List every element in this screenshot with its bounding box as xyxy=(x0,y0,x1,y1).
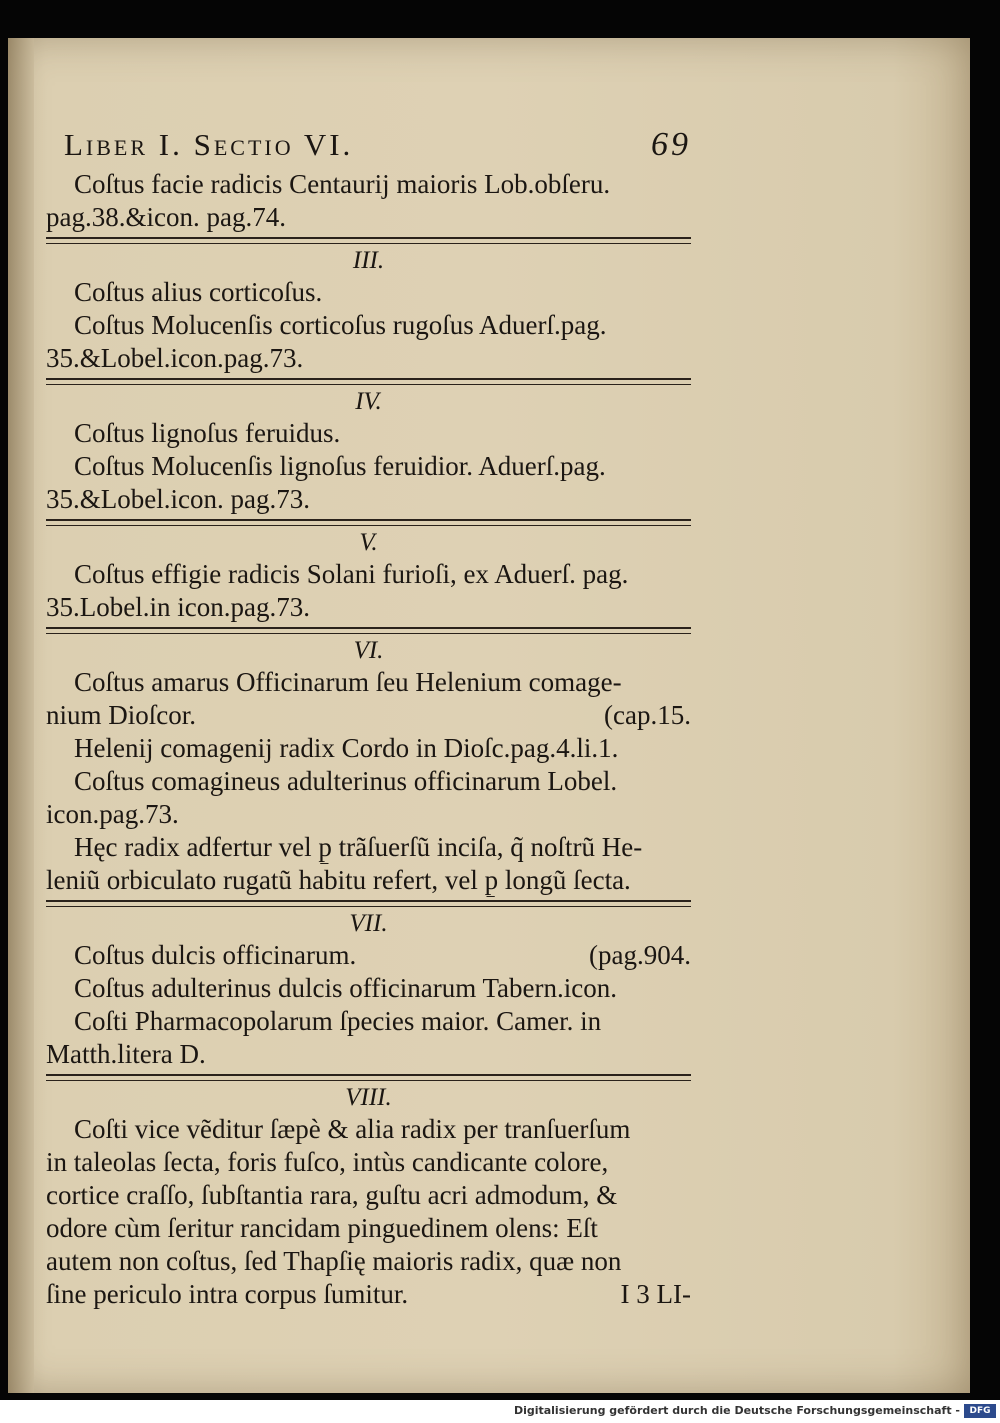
line-catchword: I 3 LI- xyxy=(620,1279,691,1309)
text-line: pag.38.&icon. pag.74. xyxy=(46,202,286,232)
page-number: 69 xyxy=(651,126,691,163)
line-text: nium Dioſcor. xyxy=(46,700,196,730)
section-numeral: VII. xyxy=(349,910,388,937)
line-catchword: (pag.904. xyxy=(589,940,691,970)
section-numeral: III. xyxy=(352,247,385,274)
funding-note: Digitalisierung gefördert durch die Deutsche Forschungsgemeinschaft - xyxy=(513,1404,960,1417)
section-rule xyxy=(46,519,691,526)
text-line: odore cùm ſeritur rancidam pinguedinem olens: Eſt xyxy=(46,1213,598,1243)
section-numeral: V. xyxy=(359,529,378,556)
section-numeral: VIII. xyxy=(345,1084,392,1111)
section-numeral: VI. xyxy=(353,637,384,664)
page-gutter xyxy=(8,38,34,1393)
text-line: cortice craſſo, ſubſtantia rara, guſtu acri admodum, & xyxy=(46,1180,618,1210)
line-text: ſine periculo intra corpus ſumitur. xyxy=(46,1279,409,1309)
entries xyxy=(46,168,691,1311)
text-line: Coſti vice vẽditur ſæpè & alia radix per tranſuerſum xyxy=(74,1114,631,1144)
text-line: Coſtus comagineus adulterinus officinarum Lobel. xyxy=(74,766,618,796)
text-line xyxy=(46,699,691,732)
section-rule xyxy=(46,237,691,244)
text-line xyxy=(46,939,691,972)
text-line: Coſtus Molucenſis lignoſus feruidior. Aduerſ.pag. xyxy=(74,451,606,481)
page-content xyxy=(46,128,691,1311)
text-line: Coſtus lignoſus feruidus. xyxy=(74,418,341,448)
text-line: icon.pag.73. xyxy=(46,799,179,829)
text-line: Coſtus amarus Officinarum ſeu Helenium comage- xyxy=(74,667,622,697)
text-line: Coſti Pharmacopolarum ſpecies maior. Camer. in xyxy=(74,1006,602,1036)
text-line: Coſtus facie radicis Centaurij maioris Lob.obſeru. xyxy=(74,169,611,199)
section-rule xyxy=(46,900,691,907)
text-line: leniũ orbiculato rugatũ habitu refert, vel p̱ longũ ſecta. xyxy=(46,865,631,895)
section-numeral: IV. xyxy=(355,388,382,415)
text-line: Matth.litera D. xyxy=(46,1039,206,1069)
line-catchword: (cap.15. xyxy=(604,700,691,730)
text-line: Coſtus effigie radicis Solani furioſi, ex Aduerſ. pag. xyxy=(74,559,629,589)
running-header xyxy=(46,128,691,168)
text-line: autem non coſtus, ſed Thapſię maioris radix, quæ non xyxy=(46,1246,622,1276)
text-line xyxy=(46,1278,691,1311)
text-line: in taleolas ſecta, foris fuſco, intùs candicante colore, xyxy=(46,1147,609,1177)
text-line: Coſtus adulterinus dulcis officinarum Tabern.icon. xyxy=(74,973,618,1003)
text-line: 35.&Lobel.icon.pag.73. xyxy=(46,343,304,373)
line-text: Coſtus dulcis officinarum. xyxy=(74,940,357,970)
dfg-logo: DFG xyxy=(964,1404,996,1418)
section-rule xyxy=(46,627,691,634)
section-rule xyxy=(46,1074,691,1081)
text-line: Helenij comagenij radix Cordo in Dioſc.pag.4.li.1. xyxy=(74,733,619,763)
footer-bar xyxy=(0,1400,1000,1423)
section-rule xyxy=(46,378,691,385)
running-title: Liber I. Sectio VI. xyxy=(64,127,354,162)
text-line: 35.&Lobel.icon. pag.73. xyxy=(46,484,310,514)
text-line: Coſtus alius corticoſus. xyxy=(74,277,323,307)
text-line: 35.Lobel.in icon.pag.73. xyxy=(46,592,310,622)
text-line: Hęc radix adfertur vel p̱ trãſuerſũ inciſa, q̃ noſtrũ He- xyxy=(74,832,643,862)
text-line: Coſtus Molucenſis corticoſus rugoſus Aduerſ.pag. xyxy=(74,310,607,340)
